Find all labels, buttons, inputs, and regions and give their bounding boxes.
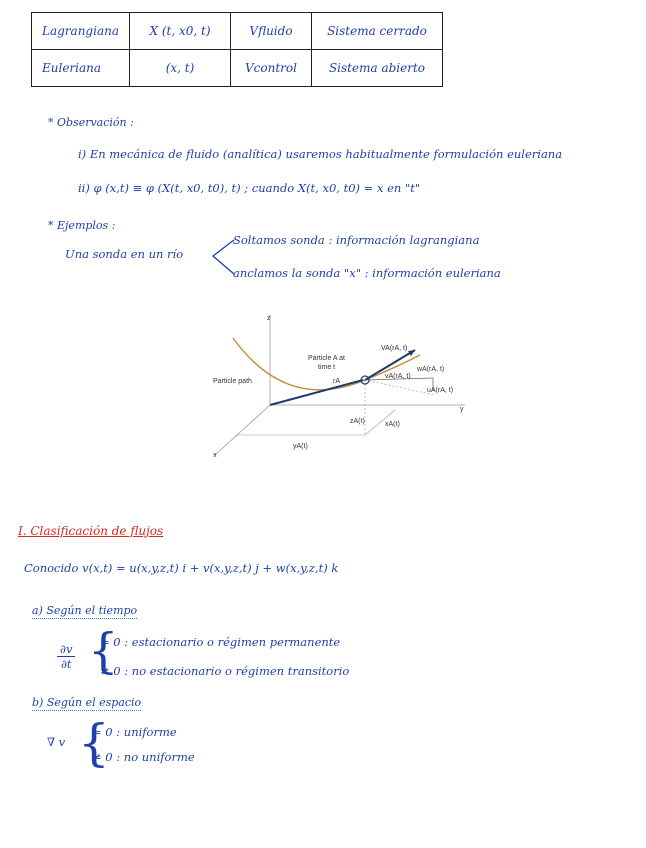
y-coordinate-label: yA(t) bbox=[293, 443, 308, 450]
section-title: I. Clasificación de flujos bbox=[18, 524, 164, 538]
x-coordinate-label: xA(t) bbox=[385, 421, 400, 428]
table-cell: Vfluido bbox=[230, 13, 311, 50]
space-subsection-title: b) Según el espacio bbox=[32, 696, 142, 709]
table-cell: Sistema abierto bbox=[311, 50, 442, 87]
ejemplos-branch-1: Soltamos sonda : información lagrangiana bbox=[233, 233, 480, 247]
table-cell: (x, t) bbox=[129, 50, 230, 87]
v-component-label: vA(rA, t) bbox=[385, 373, 411, 380]
table-cell: Euleriana bbox=[32, 50, 130, 87]
position-label: rA bbox=[333, 378, 340, 385]
space-case-1: = 0 : uniforme bbox=[92, 725, 177, 739]
particle-path-label: Particle path bbox=[213, 378, 252, 385]
table-cell: Lagrangiana bbox=[32, 13, 130, 50]
observacion-title: * Observación : bbox=[48, 116, 134, 129]
observacion-item-1: i) En mecánica de fluido (analítica) usaremos habitualmente formulación euleriana bbox=[78, 147, 563, 161]
particle-a-label: Particle A at bbox=[308, 355, 345, 362]
left-brace: { bbox=[78, 714, 110, 772]
gradient-operator: ∇ v bbox=[47, 735, 66, 749]
table-cell: Vcontrol bbox=[230, 50, 311, 87]
space-case-2: ≠ 0 : no uniforme bbox=[92, 750, 195, 764]
x-axis-label: x bbox=[213, 452, 217, 459]
ejemplos-branch-2: anclamos la sonda "x" : información euleriana bbox=[233, 266, 501, 280]
left-brace: { bbox=[88, 623, 119, 679]
ejemplos-title: * Ejemplos : bbox=[48, 219, 116, 232]
velocity-field: Conocido v(x,t) = u(x,y,z,t) i + v(x,y,z,t) j + w(x,y,z,t) k bbox=[24, 561, 339, 575]
partial-denominator: ∂t bbox=[60, 657, 72, 671]
ejemplos-lead: Una sonda en un río bbox=[65, 247, 184, 261]
time-case-2: ≠ 0 : no estacionario o régimen transitorio bbox=[100, 664, 350, 678]
comparison-table bbox=[31, 12, 443, 87]
u-component-label: uA(rA, t) bbox=[427, 387, 454, 394]
partial-derivative bbox=[57, 642, 75, 671]
partial-numerator: ∂v bbox=[57, 642, 75, 657]
z-coordinate-label: zA(t) bbox=[350, 418, 365, 425]
table-row bbox=[32, 13, 443, 50]
table-row bbox=[32, 50, 443, 87]
time-case-1: = 0 : estacionario o régimen permanente bbox=[100, 635, 341, 649]
z-axis-label: z bbox=[267, 315, 271, 322]
observacion-item-2: ii) φ (x,t) ≡ φ (X(t, x0, t0), t) ; cuando X(t, x0, t0) = x en "t" bbox=[78, 181, 421, 195]
w-component-label: wA(rA, t) bbox=[417, 366, 445, 373]
position-vector bbox=[270, 380, 363, 405]
particle-path-diagram bbox=[205, 310, 475, 460]
time-label: time t bbox=[318, 364, 336, 371]
time-subsection-title: a) Según el tiempo bbox=[32, 604, 138, 617]
table-cell: Sistema cerrado bbox=[311, 13, 442, 50]
velocity-label: VA(rA, t) bbox=[381, 345, 408, 352]
y-axis-label: y bbox=[460, 406, 464, 413]
table-cell: X (t, x0, t) bbox=[129, 13, 230, 50]
